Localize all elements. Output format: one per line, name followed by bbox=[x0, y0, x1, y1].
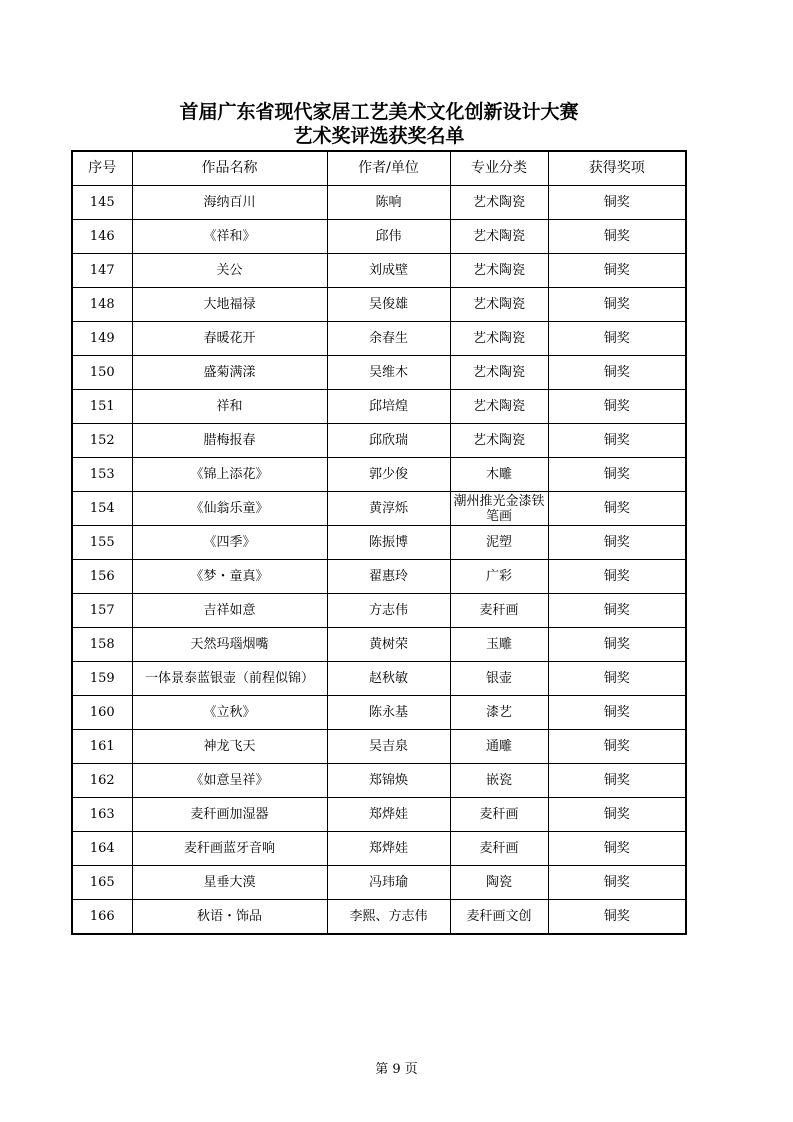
cell-category: 麦秆画 bbox=[450, 798, 548, 832]
cell-author: 余春生 bbox=[327, 322, 450, 356]
header-award: 获得奖项 bbox=[548, 151, 686, 186]
cell-author: 陈振博 bbox=[327, 526, 450, 560]
cell-award: 铜奖 bbox=[548, 832, 686, 866]
cell-author: 邱伟 bbox=[327, 220, 450, 254]
table-row bbox=[72, 696, 686, 730]
table-row bbox=[72, 390, 686, 424]
cell-serial: 164 bbox=[72, 832, 132, 866]
cell-serial: 145 bbox=[72, 186, 132, 220]
cell-work-name: 《四季》 bbox=[132, 526, 327, 560]
cell-author: 赵秋敏 bbox=[327, 662, 450, 696]
cell-author: 郑烨娃 bbox=[327, 798, 450, 832]
cell-work-name: 一体景泰蓝银壶（前程似锦） bbox=[132, 662, 327, 696]
cell-serial: 151 bbox=[72, 390, 132, 424]
title-line-2: 艺术奖评选获奖名单 bbox=[293, 125, 465, 147]
cell-author: 黄淳烁 bbox=[327, 492, 450, 526]
cell-award: 铜奖 bbox=[548, 764, 686, 798]
cell-work-name: 春暖花开 bbox=[132, 322, 327, 356]
cell-award: 铜奖 bbox=[548, 220, 686, 254]
table-row bbox=[72, 220, 686, 254]
cell-category: 嵌瓷 bbox=[450, 764, 548, 798]
cell-category: 通雕 bbox=[450, 730, 548, 764]
cell-author: 方志伟 bbox=[327, 594, 450, 628]
table-row bbox=[72, 526, 686, 560]
cell-award: 铜奖 bbox=[548, 730, 686, 764]
cell-award: 铜奖 bbox=[548, 424, 686, 458]
table-row bbox=[72, 560, 686, 594]
cell-author: 吴吉泉 bbox=[327, 730, 450, 764]
cell-work-name: 《立秋》 bbox=[132, 696, 327, 730]
cell-work-name: 关公 bbox=[132, 254, 327, 288]
cell-award: 铜奖 bbox=[548, 254, 686, 288]
cell-work-name: 秋语・饰品 bbox=[132, 900, 327, 935]
cell-work-name: 盛菊满漾 bbox=[132, 356, 327, 390]
cell-author: 邱欣瑞 bbox=[327, 424, 450, 458]
cell-category: 艺术陶瓷 bbox=[450, 390, 548, 424]
cell-serial: 161 bbox=[72, 730, 132, 764]
cell-category: 艺术陶瓷 bbox=[450, 186, 548, 220]
cell-work-name: 《如意呈祥》 bbox=[132, 764, 327, 798]
cell-category: 广彩 bbox=[450, 560, 548, 594]
table-row bbox=[72, 730, 686, 764]
cell-author: 郑锦焕 bbox=[327, 764, 450, 798]
awards-table bbox=[71, 150, 687, 935]
cell-award: 铜奖 bbox=[548, 390, 686, 424]
cell-author: 吴俊雄 bbox=[327, 288, 450, 322]
cell-serial: 148 bbox=[72, 288, 132, 322]
cell-author: 翟惠玲 bbox=[327, 560, 450, 594]
cell-author: 陈永基 bbox=[327, 696, 450, 730]
cell-work-name: 吉祥如意 bbox=[132, 594, 327, 628]
cell-award: 铜奖 bbox=[548, 798, 686, 832]
cell-category: 麦秆画 bbox=[450, 594, 548, 628]
cell-author: 陈响 bbox=[327, 186, 450, 220]
table-row bbox=[72, 866, 686, 900]
cell-category: 木雕 bbox=[450, 458, 548, 492]
cell-work-name: 《祥和》 bbox=[132, 220, 327, 254]
cell-category: 泥塑 bbox=[450, 526, 548, 560]
cell-category: 玉雕 bbox=[450, 628, 548, 662]
table-row bbox=[72, 798, 686, 832]
cell-category: 麦秆画文创 bbox=[450, 900, 548, 935]
table-row bbox=[72, 322, 686, 356]
cell-serial: 157 bbox=[72, 594, 132, 628]
table-row bbox=[72, 832, 686, 866]
title-line-1: 首届广东省现代家居工艺美术文化创新设计大赛 bbox=[179, 101, 579, 123]
header-author: 作者/单位 bbox=[327, 151, 450, 186]
cell-work-name: 《梦・童真》 bbox=[132, 560, 327, 594]
cell-award: 铜奖 bbox=[548, 356, 686, 390]
table-row bbox=[72, 900, 686, 935]
cell-category: 艺术陶瓷 bbox=[450, 254, 548, 288]
cell-author: 郭少俊 bbox=[327, 458, 450, 492]
cell-award: 铜奖 bbox=[548, 526, 686, 560]
cell-category: 潮州推光金漆铁笔画 bbox=[450, 492, 548, 526]
cell-serial: 166 bbox=[72, 900, 132, 935]
header-work-name: 作品名称 bbox=[132, 151, 327, 186]
cell-award: 铜奖 bbox=[548, 696, 686, 730]
cell-award: 铜奖 bbox=[548, 866, 686, 900]
cell-author: 冯玮瑜 bbox=[327, 866, 450, 900]
cell-category: 艺术陶瓷 bbox=[450, 220, 548, 254]
cell-work-name: 祥和 bbox=[132, 390, 327, 424]
cell-award: 铜奖 bbox=[548, 288, 686, 322]
cell-serial: 152 bbox=[72, 424, 132, 458]
cell-work-name: 神龙飞天 bbox=[132, 730, 327, 764]
table-row bbox=[72, 458, 686, 492]
cell-author: 郑烨娃 bbox=[327, 832, 450, 866]
cell-serial: 149 bbox=[72, 322, 132, 356]
cell-work-name: 天然玛瑙烟嘴 bbox=[132, 628, 327, 662]
table-row bbox=[72, 492, 686, 526]
cell-serial: 155 bbox=[72, 526, 132, 560]
cell-award: 铜奖 bbox=[548, 900, 686, 935]
header-category: 专业分类 bbox=[450, 151, 548, 186]
table-row bbox=[72, 764, 686, 798]
cell-author: 李熙、方志伟 bbox=[327, 900, 450, 935]
cell-serial: 156 bbox=[72, 560, 132, 594]
cell-author: 邱培煌 bbox=[327, 390, 450, 424]
cell-award: 铜奖 bbox=[548, 492, 686, 526]
cell-author: 刘成壁 bbox=[327, 254, 450, 288]
cell-author: 黄树荣 bbox=[327, 628, 450, 662]
table-row bbox=[72, 186, 686, 220]
table-row bbox=[72, 424, 686, 458]
cell-serial: 159 bbox=[72, 662, 132, 696]
cell-work-name: 大地福禄 bbox=[132, 288, 327, 322]
cell-category: 艺术陶瓷 bbox=[450, 288, 548, 322]
cell-serial: 153 bbox=[72, 458, 132, 492]
cell-work-name: 麦秆画蓝牙音响 bbox=[132, 832, 327, 866]
table-row bbox=[72, 356, 686, 390]
document-title bbox=[0, 100, 758, 148]
cell-serial: 160 bbox=[72, 696, 132, 730]
table-row bbox=[72, 628, 686, 662]
cell-serial: 154 bbox=[72, 492, 132, 526]
table-row bbox=[72, 254, 686, 288]
cell-award: 铜奖 bbox=[548, 628, 686, 662]
cell-category: 艺术陶瓷 bbox=[450, 322, 548, 356]
cell-award: 铜奖 bbox=[548, 322, 686, 356]
cell-award: 铜奖 bbox=[548, 186, 686, 220]
cell-work-name: 《锦上添花》 bbox=[132, 458, 327, 492]
cell-work-name: 麦秆画加湿器 bbox=[132, 798, 327, 832]
cell-serial: 162 bbox=[72, 764, 132, 798]
cell-award: 铜奖 bbox=[548, 594, 686, 628]
table-row bbox=[72, 662, 686, 696]
table-row bbox=[72, 594, 686, 628]
cell-award: 铜奖 bbox=[548, 560, 686, 594]
cell-work-name: 腊梅报春 bbox=[132, 424, 327, 458]
cell-award: 铜奖 bbox=[548, 458, 686, 492]
cell-category: 麦秆画 bbox=[450, 832, 548, 866]
cell-serial: 165 bbox=[72, 866, 132, 900]
cell-category: 陶瓷 bbox=[450, 866, 548, 900]
cell-category: 艺术陶瓷 bbox=[450, 356, 548, 390]
table-row bbox=[72, 288, 686, 322]
cell-serial: 158 bbox=[72, 628, 132, 662]
cell-serial: 147 bbox=[72, 254, 132, 288]
cell-serial: 163 bbox=[72, 798, 132, 832]
page-number: 第 9 页 bbox=[375, 1062, 418, 1077]
cell-category: 银壶 bbox=[450, 662, 548, 696]
cell-work-name: 《仙翁乐童》 bbox=[132, 492, 327, 526]
cell-work-name: 海纳百川 bbox=[132, 186, 327, 220]
table-header-row bbox=[72, 151, 686, 186]
cell-serial: 150 bbox=[72, 356, 132, 390]
table-body bbox=[72, 186, 686, 935]
cell-work-name: 星垂大漠 bbox=[132, 866, 327, 900]
header-serial: 序号 bbox=[72, 151, 132, 186]
cell-award: 铜奖 bbox=[548, 662, 686, 696]
cell-category: 漆艺 bbox=[450, 696, 548, 730]
cell-serial: 146 bbox=[72, 220, 132, 254]
cell-category: 艺术陶瓷 bbox=[450, 424, 548, 458]
cell-author: 吴维木 bbox=[327, 356, 450, 390]
